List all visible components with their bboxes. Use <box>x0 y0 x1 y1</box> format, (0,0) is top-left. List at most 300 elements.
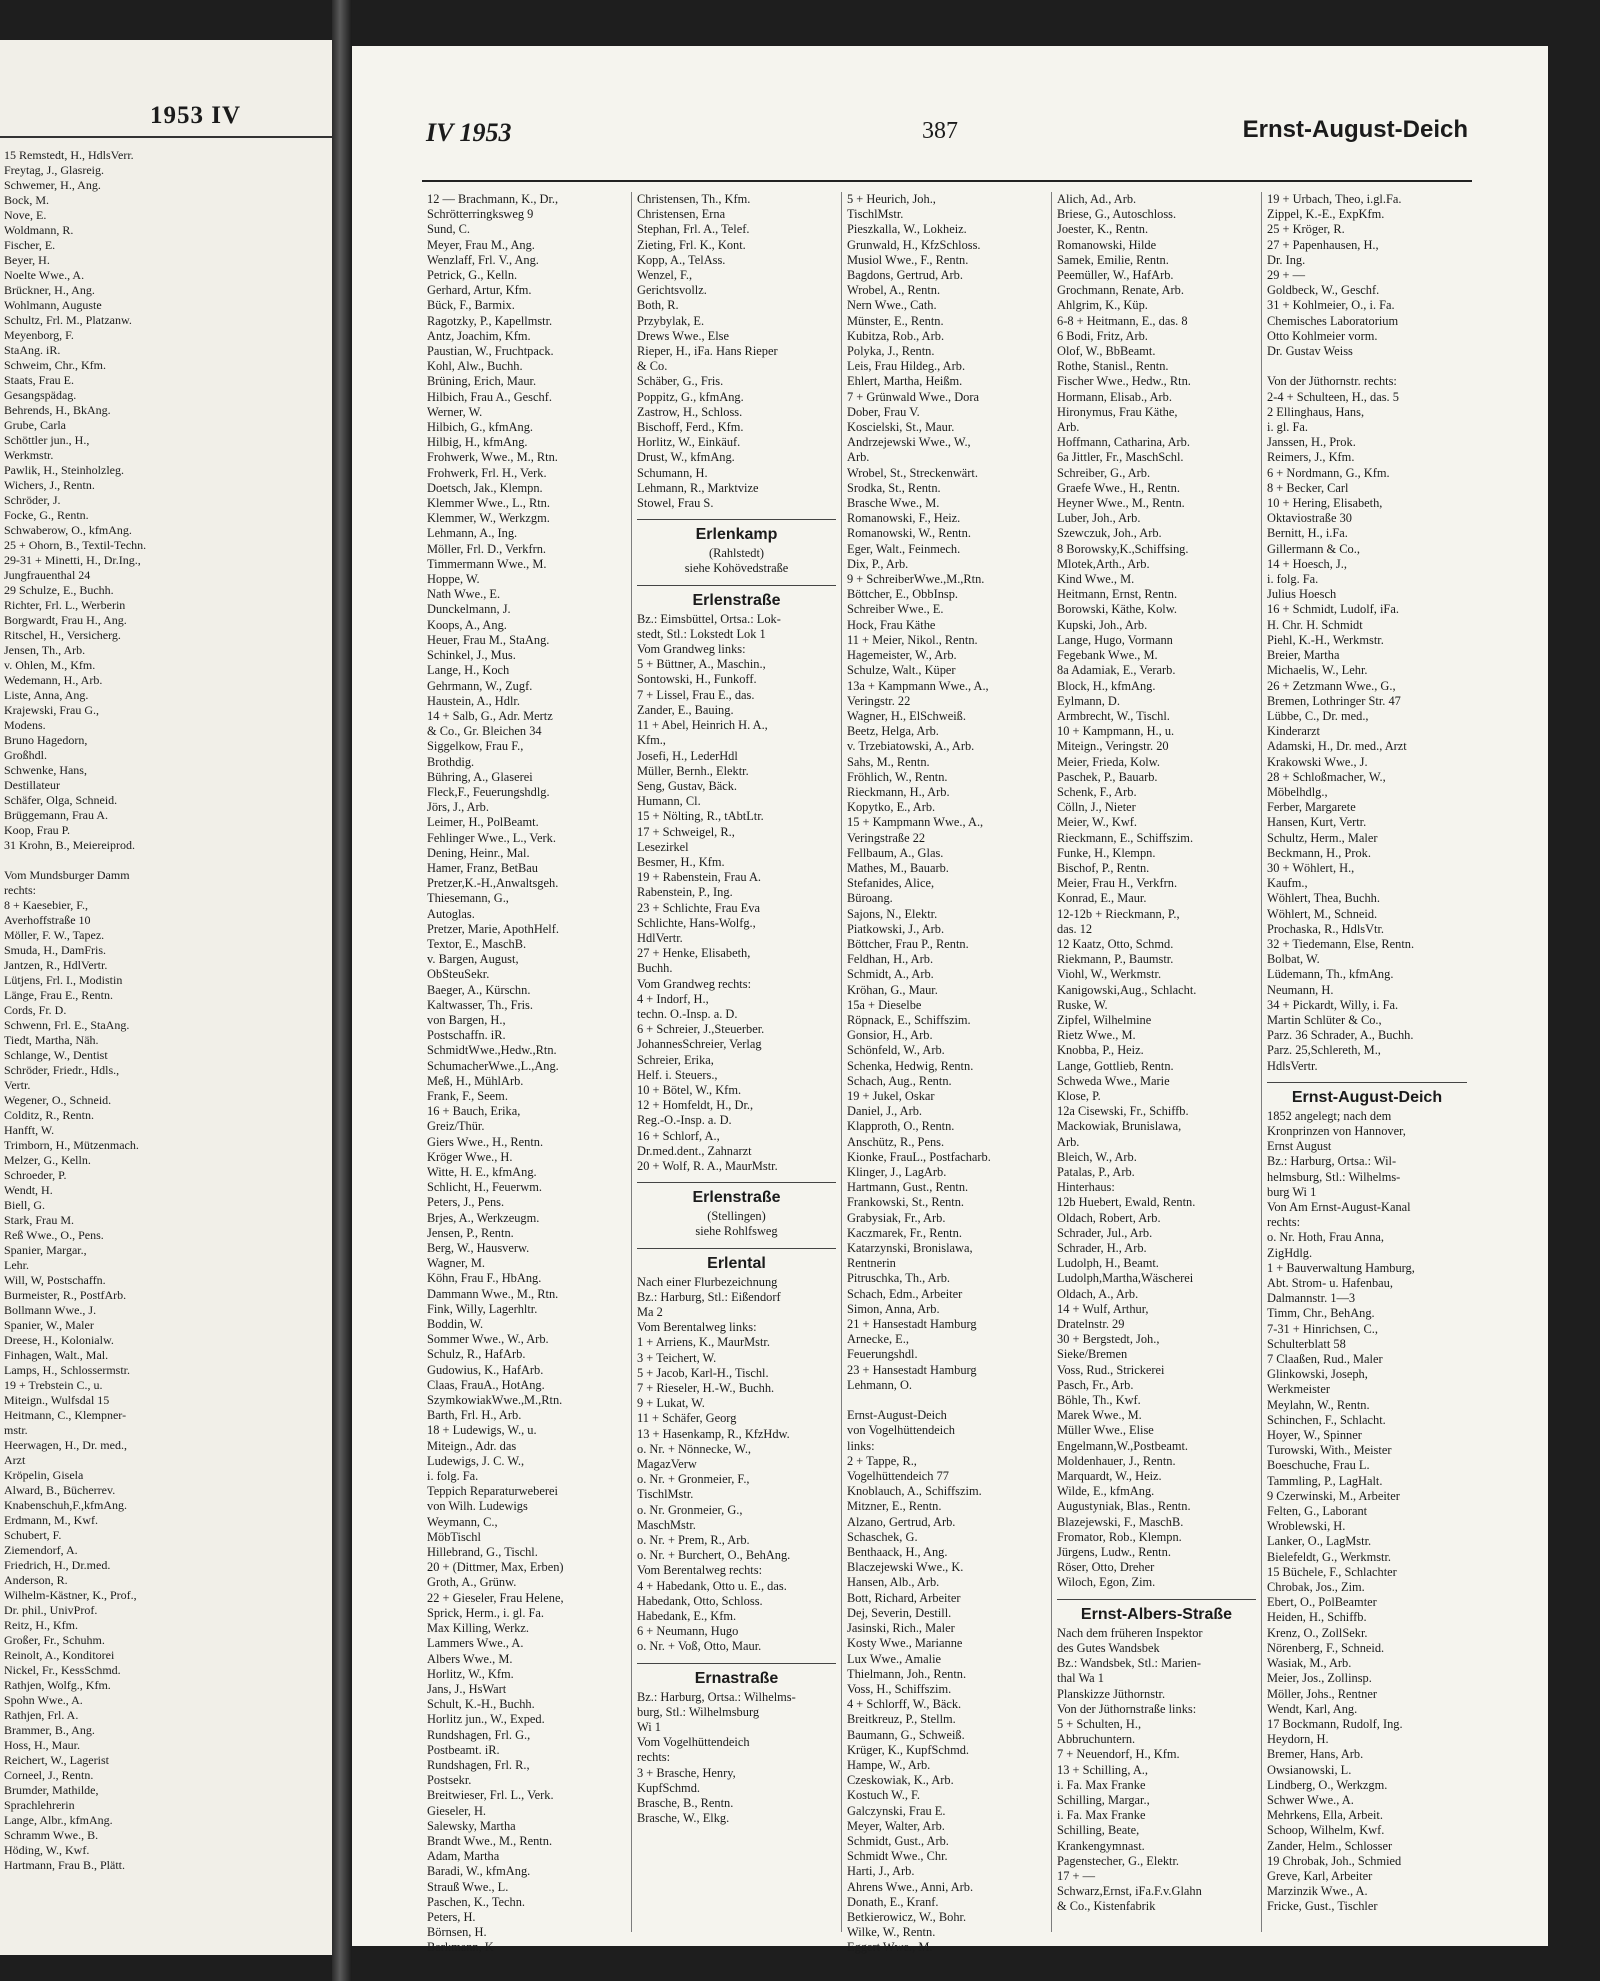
directory-entry: Armbrecht, W., Tischl. <box>1057 708 1170 723</box>
directory-entry: 13a + Kampmann Wwe., A., <box>847 678 989 693</box>
directory-entry: Möller, Johs., Rentner <box>1267 1686 1377 1701</box>
directory-entry: 11 + Schäfer, Georg <box>637 1411 737 1426</box>
directory-entry: Pieszkalla, W., Lokheiz. <box>847 222 967 237</box>
directory-entry: links: <box>847 1438 875 1453</box>
page-header <box>352 112 1548 148</box>
directory-entry: 12-12b + Rieckmann, P., <box>1057 906 1180 921</box>
directory-entry: Greiz/Thür. <box>427 1119 485 1134</box>
directory-entry: Heitmann, Ernst, Rentn. <box>1057 587 1178 602</box>
directory-entry: Von der Jüthornstr. rechts: <box>1267 374 1397 389</box>
directory-entry: Kohl, Alw., Buchh. <box>427 359 523 374</box>
directory-entry: Rothe, Stanisl., Rentn. <box>1057 359 1169 374</box>
directory-entry: Wasiak, M., Arb. <box>1267 1656 1352 1671</box>
directory-entry: Rathjen, Frl. A. <box>4 1708 79 1722</box>
directory-entry: Schulterblatt 58 <box>1267 1336 1346 1351</box>
directory-entry: Hironymus, Frau Käthe, <box>1057 404 1178 419</box>
directory-entry: 7 + Grünwald Wwe., Dora <box>847 389 980 404</box>
column-3 <box>842 192 1052 1955</box>
directory-entry: Bleich, W., Arb. <box>1057 1149 1137 1164</box>
directory-entry: Schrader, Jul., Arb. <box>1057 1225 1153 1240</box>
directory-entry: Freytag, J., Glasreig. <box>4 163 104 177</box>
directory-entry: Brückner, H., Ang. <box>4 283 95 297</box>
directory-entry: 4 + Indorf, H., <box>637 991 709 1006</box>
directory-entry: H. Chr. H. Schmidt <box>1267 617 1363 632</box>
directory-entry: rechts: <box>637 1750 671 1765</box>
directory-entry: Corneel, J., Rentn. <box>4 1768 94 1782</box>
directory-entry: Czeskowiak, K., Arb. <box>847 1773 954 1788</box>
directory-entry: Tammling, P., LagHalt. <box>1267 1473 1383 1488</box>
book-gutter <box>332 0 352 1981</box>
directory-entry: Sieke/Bremen <box>1057 1347 1128 1362</box>
directory-entry: Hock, Frau Käthe <box>847 617 936 632</box>
directory-entry: Gerichtsvollz. <box>637 283 707 298</box>
directory-entry: Jans, J., HsWart <box>427 1681 507 1696</box>
directory-entry: Spanier, W., Maler <box>4 1318 94 1332</box>
directory-entry: Otto Kohlmeier vorm. <box>1267 328 1378 343</box>
directory-entry: Rundshagen, Frl. R., <box>427 1757 530 1772</box>
directory-entry: Jasinski, Rich., Maler <box>847 1621 955 1636</box>
directory-entry: v. Trzebiatowski, A., Arb. <box>847 739 975 754</box>
directory-entry: Konrad, E., Maur. <box>1057 891 1147 906</box>
column-1 <box>422 192 632 1955</box>
directory-entry: Meier, Frieda, Kolw. <box>1057 754 1160 769</box>
left-header-rule <box>0 136 332 138</box>
directory-entry: Wenzlaff, Frl. V., Ang. <box>427 252 539 267</box>
directory-entry: Röpnack, E., Schiffszim. <box>847 1012 971 1027</box>
directory-entry: Stefanides, Alice, <box>847 876 935 891</box>
directory-entry: Brandt Wwe., M., Rentn. <box>427 1833 553 1848</box>
directory-entry: Schenka, Hedwig, Rentn. <box>847 1058 974 1073</box>
directory-entry: des Gutes Wandsbek <box>1057 1640 1160 1655</box>
directory-entry: Thiesemann, G., <box>427 891 509 906</box>
directory-entry: Klapproth, O., Rentn. <box>847 1119 955 1134</box>
directory-entry: Von Am Ernst-August-Kanal <box>1267 1200 1411 1214</box>
directory-entry: Hansen, Alb., Arb. <box>847 1575 940 1590</box>
directory-entry: Ehlert, Martha, Heißm. <box>847 374 963 389</box>
directory-entry: Ferber, Margarete <box>1267 800 1356 815</box>
directory-entry: Parz. 36 Schrader, A., Buchh. <box>1267 1028 1414 1043</box>
column-2 <box>632 192 842 1932</box>
directory-entry: Schönfeld, W., Arb. <box>847 1043 945 1058</box>
directory-entry: thal Wa 1 <box>1057 1671 1104 1686</box>
directory-entry: Vom Grandweg rechts: <box>637 976 752 991</box>
directory-entry: Krüger, K., KupfSchmd. <box>847 1742 970 1757</box>
directory-entry: Wohlmann, Auguste <box>4 298 102 312</box>
directory-entry: Hilbich, Frau A., Geschf. <box>427 389 552 404</box>
directory-entry: Sajons, N., Elektr. <box>847 906 938 921</box>
directory-entry: Börnsen, H. <box>427 1925 487 1940</box>
directory-entry: rechts: <box>4 883 36 897</box>
directory-entry: Erdmann, M., Kwf. <box>4 1513 98 1527</box>
directory-entry: Jensen, P., Rentn. <box>427 1225 514 1240</box>
directory-entry: 31 Krohn, B., Meiereiprod. <box>4 838 135 852</box>
directory-entry: Arb. <box>847 450 870 465</box>
directory-entry: rechts: <box>1267 1215 1301 1230</box>
directory-entry: Schröder, J. <box>4 493 61 507</box>
directory-entry: i. folg. Fa. <box>427 1469 479 1484</box>
directory-entry: 20 + Wolf, R. A., MaurMstr. <box>637 1158 778 1173</box>
directory-entry: Möller, Frl. D., Verkfrn. <box>427 541 547 556</box>
directory-entry: Kröpelin, Gisela <box>4 1468 84 1482</box>
directory-entry: Daniel, J., Arb. <box>847 1104 923 1119</box>
directory-entry: 17 + — <box>1057 1868 1095 1883</box>
directory-entry: 9 Czerwinski, M., Arbeiter <box>1267 1488 1400 1503</box>
directory-entry: Musiol Wwe., F., Rentn. <box>847 252 969 267</box>
directory-entry: Planskizze Jüthornstr. <box>1057 1686 1166 1701</box>
directory-entry: Kubitza, Rob., Arb. <box>847 328 945 343</box>
directory-entry: o. Nr. + Burchert, O., BehAng. <box>637 1548 791 1563</box>
directory-entry: 15a + Dieselbe <box>847 997 922 1012</box>
directory-entry: Stephan, Frl. A., Telef. <box>637 222 750 237</box>
directory-entry: Dalmannstr. 1—3 <box>1267 1291 1356 1306</box>
directory-entry: Wöhlert, M., Schneid. <box>1267 906 1378 921</box>
directory-entry: Schilling, Beate, <box>1057 1823 1140 1838</box>
directory-entry: 6a Jittler, Fr., MaschSchl. <box>1057 450 1184 465</box>
directory-entry: Postschaffn. iR. <box>427 1028 506 1043</box>
directory-entry: Peters, J., Pens. <box>427 1195 505 1210</box>
directory-entry: Jörs, J., Arb. <box>427 800 489 815</box>
directory-entry: 7-31 + Hinrichsen, C., <box>1267 1321 1378 1336</box>
directory-entry: Heyner Wwe., M., Rentn. <box>1057 496 1185 511</box>
directory-entry: Trimborn, H., Mützenmach. <box>4 1138 139 1152</box>
left-page-lines <box>4 148 324 1873</box>
directory-entry: Sommer Wwe., W., Arb. <box>427 1332 549 1347</box>
directory-entry: Baradi, W., kfmAng. <box>427 1864 531 1879</box>
directory-entry: 19 + Trebstein C., u. <box>4 1378 103 1392</box>
directory-entry: 6 + Neumann, Hugo <box>637 1624 739 1639</box>
directory-entry: Eger, Walt., Feinmech. <box>847 541 961 556</box>
directory-entry: Fromator, Rob., Klempn. <box>1057 1529 1182 1544</box>
directory-entry: Rundshagen, Frl. G., <box>427 1727 531 1742</box>
directory-entry: Kaltwasser, Th., Fris. <box>427 997 533 1012</box>
directory-entry: Piehl, K.-H., Werkmstr. <box>1267 632 1384 647</box>
directory-entry: i. Fa. Max Franke <box>1057 1777 1146 1792</box>
directory-entry: Simon, Anna, Arb. <box>847 1301 940 1316</box>
directory-entry: Zastrow, H., Schloss. <box>637 404 743 419</box>
directory-entry: 11 + Meier, Nikol., Rentn. <box>847 632 978 647</box>
directory-entry: & Co., Kistenfabrik <box>1057 1899 1156 1914</box>
directory-entry: Chemisches Laboratorium <box>1267 313 1399 328</box>
directory-entry: HdlVertr. <box>637 930 683 945</box>
directory-entry: Frohwerk, Frl. H., Verk. <box>427 465 547 480</box>
directory-entry: 6 + Schreier, J.,Steuerber. <box>637 1022 765 1037</box>
directory-entry: Ahrens Wwe., Anni, Arb. <box>847 1879 974 1894</box>
directory-entry: Brüning, Erich, Maur. <box>427 374 537 389</box>
directory-entry: Jensen, Th., Arb. <box>4 643 86 657</box>
directory-entry: o. Nr. Gronmeier, G., <box>637 1502 743 1517</box>
directory-entry: Heiden, H., Schiffb. <box>1267 1610 1367 1625</box>
directory-entry: Bolbat, W. <box>1267 952 1320 967</box>
directory-entry: Nove, E. <box>4 208 47 222</box>
directory-entry: Grube, Carla <box>4 418 66 432</box>
directory-entry: Beyer, H. <box>4 253 50 267</box>
directory-entry: Reß Wwe., O., Pens. <box>4 1228 104 1242</box>
directory-entry: Dober, Frau V. <box>847 404 920 419</box>
directory-entry: Arzt <box>4 1453 26 1467</box>
directory-entry: Dr. Ing. <box>1267 252 1306 267</box>
directory-entry: 12 — Brachmann, K., Dr., <box>427 192 559 206</box>
directory-entry: Felten, G., Laborant <box>1267 1504 1368 1519</box>
directory-entry: Jungfrauenthal 24 <box>4 568 91 582</box>
directory-entry: HdlsVertr. <box>1267 1058 1318 1073</box>
directory-entry: Veringstraße 22 <box>847 830 926 845</box>
directory-entry: 22 + Gieseler, Frau Helene, <box>427 1590 564 1605</box>
directory-entry: 1 + Bauverwaltung Hamburg, <box>1267 1260 1415 1275</box>
directory-entry: Meylahn, W., Rentn. <box>1267 1397 1370 1412</box>
directory-entry: Leimer, H., PolBeamt. <box>427 815 539 830</box>
directory-entry: Viohl, W., Werkmstr. <box>1057 967 1162 982</box>
directory-entry: ZigHdlg. <box>1267 1245 1313 1260</box>
directory-entry: Wagner, M. <box>427 1256 486 1271</box>
directory-entry: Schmidt, Gust., Arb. <box>847 1833 949 1848</box>
directory-entry: Groth, A., Grünw. <box>427 1575 517 1590</box>
directory-entry: Schubert, F. <box>4 1528 62 1542</box>
directory-entry: Friedrich, H., Dr.med. <box>4 1558 111 1572</box>
directory-entry: Postbeamt. iR. <box>427 1742 500 1757</box>
directory-entry: Dix, P., Arb. <box>847 556 909 571</box>
directory-entry: Ludolph, H., Beamt. <box>1057 1256 1159 1271</box>
directory-entry: i. Fa. Max Franke <box>1057 1808 1146 1823</box>
directory-entry: Luber, Joh., Arb. <box>1057 511 1141 526</box>
directory-entry: von Vogelhüttendeich <box>847 1423 955 1438</box>
directory-entry: Werner, W. <box>427 404 483 419</box>
directory-entry: Heydorn, H. <box>1267 1732 1329 1747</box>
directory-entry: Przybylak, E. <box>637 313 705 328</box>
directory-entry: Wegener, O., Schneid. <box>4 1093 112 1107</box>
directory-entry: Melzer, G., Kelln. <box>4 1153 91 1167</box>
directory-entry: MöbTischl <box>427 1529 481 1544</box>
directory-entry: 34 + Pickardt, Willy, i. Fa. <box>1267 997 1399 1012</box>
directory-entry: Lehmann, A., Ing. <box>427 526 518 541</box>
directory-entry: 19 + Jukel, Oskar <box>847 1088 935 1103</box>
directory-entry: Vom Berentalweg rechts: <box>637 1563 763 1578</box>
directory-entry: Großhdl. <box>4 748 47 762</box>
directory-entry: Schultz, Herm., Maler <box>1267 830 1378 845</box>
directory-entry: burg, Stl.: Wilhelmsburg <box>637 1704 760 1719</box>
directory-entry: von Wilh. Ludewigs <box>427 1499 528 1514</box>
directory-entry: Pretzer,K.-H.,Anwaltsgeh. <box>427 876 559 891</box>
directory-entry: Paschen, K., Techn. <box>427 1894 526 1909</box>
directory-entry: 15 Remstedt, H., HdlsVerr. <box>4 148 134 162</box>
directory-entry: Abt. Strom- u. Hafenbau, <box>1267 1276 1393 1291</box>
directory-entry: Blaczejewski Wwe., K. <box>847 1560 964 1575</box>
directory-entry: Katarzynski, Bronislawa, <box>847 1241 973 1256</box>
directory-entry: Fröhlich, W., Rentn. <box>847 769 948 784</box>
directory-entry: Gieseler, H. <box>427 1803 487 1818</box>
directory-entry: Gonsior, H., Arb. <box>847 1028 933 1043</box>
directory-entry: Behrends, H., BkAng. <box>4 403 111 417</box>
directory-entry: 27 + Henke, Elisabeth, <box>637 946 751 961</box>
directory-entry: Christensen, Erna <box>637 207 726 222</box>
directory-entry: 25 + Ohorn, B., Textil-Techn. <box>4 538 147 552</box>
directory-entry: & Co., Gr. Bleichen 34 <box>427 724 542 739</box>
directory-entry: Brasche, B., Rentn. <box>637 1796 734 1811</box>
directory-entry: Schwer Wwe., A. <box>1267 1792 1354 1807</box>
directory-entry: Paschek, P., Bauarb. <box>1057 769 1158 784</box>
directory-entry: Gillermann & Co., <box>1267 541 1360 556</box>
street-heading: Erlenstraße <box>637 585 836 612</box>
directory-entry: Gesangspädag. <box>4 388 77 402</box>
directory-entry: Weymann, C., <box>427 1514 498 1529</box>
directory-entry: Christensen, Th., Kfm. <box>637 192 751 206</box>
street-note: (Rahlstedt) <box>708 546 765 561</box>
directory-entry: Reitz, H., Kfm. <box>4 1618 78 1632</box>
directory-entry: 12a Cisewski, Fr., Schiffb. <box>1057 1104 1189 1119</box>
directory-entry: Bollmann Wwe., J. <box>4 1303 97 1317</box>
directory-entry: Werkmstr. <box>4 448 54 462</box>
directory-entry: Staats, Frau E. <box>4 373 74 387</box>
directory-entry: 15 Büchele, F., Schlachter <box>1267 1564 1397 1579</box>
directory-entry: 14 + Hoesch, J., <box>1267 556 1347 571</box>
directory-entry: Schrader, H., Arb. <box>1057 1241 1147 1256</box>
directory-entry: Kröhan, G., Maur. <box>847 982 938 997</box>
directory-entry: Von der Jüthornstraße links: <box>1057 1701 1197 1716</box>
directory-entry: Patalas, P., Arb. <box>1057 1165 1135 1179</box>
directory-entry: Fehlinger Wwe., L., Verk. <box>427 830 556 845</box>
directory-entry: Schlicht, H., Feuerwm. <box>427 1180 542 1195</box>
directory-entry: Zippel, K.-E., ExpKfm. <box>1267 207 1385 222</box>
directory-entry: Heitmann, C., Klempner- <box>4 1408 127 1422</box>
directory-entry: 13 + Schilling, A., <box>1057 1762 1148 1777</box>
directory-entry: 13 + Hasenkamp, R., KfzHdw. <box>637 1426 790 1441</box>
directory-entry: Rabenstein, P., Ing. <box>637 885 733 900</box>
directory-entry: 8 Borowsky,K.,Schiffsing. <box>1057 541 1189 556</box>
directory-entry: i. gl. Fa. <box>1267 420 1308 435</box>
directory-entry: Drews Wwe., Else <box>637 328 729 343</box>
directory-entry: Koscielski, St., Maur. <box>847 420 955 435</box>
directory-entry: Möller, F. W., Tapez. <box>4 928 105 942</box>
directory-entry: Habedank, E., Kfm. <box>637 1609 737 1624</box>
directory-entry: Schwenke, Hans, <box>4 763 87 777</box>
directory-entry: Kosty Wwe., Marianne <box>847 1636 963 1651</box>
directory-entry: Cölln, J., Nieter <box>1057 800 1136 815</box>
directory-entry: Gerhard, Artur, Kfm. <box>427 283 532 298</box>
directory-entry: Textor, E., MaschB. <box>427 936 527 951</box>
directory-entry: Wrobel, A., Rentn. <box>847 283 941 298</box>
directory-entry: Schweda Wwe., Marie <box>1057 1073 1170 1088</box>
directory-entry: Spohn Wwe., A. <box>4 1693 83 1707</box>
directory-entry: Hoffmann, Catharina, Arb. <box>1057 435 1190 450</box>
directory-entry: von Bargen, H., <box>427 1012 506 1027</box>
directory-entry: Fink, Willy, Lagerhltr. <box>427 1301 538 1316</box>
directory-entry: o. Nr. + Voß, Otto, Maur. <box>637 1639 762 1654</box>
directory-entry: Jürgens, Ludw., Rentn. <box>1057 1545 1171 1560</box>
directory-entry: Vertr. <box>4 1078 31 1092</box>
directory-entry: 10 + Hering, Elisabeth, <box>1267 496 1383 511</box>
directory-entry: Helf. i. Steuers., <box>637 1067 718 1082</box>
directory-entry: o. Nr. Hoth, Frau Anna, <box>1267 1230 1385 1245</box>
directory-entry: Wöhlert, Thea, Buchh. <box>1267 891 1380 906</box>
directory-entry: Dening, Heinr., Mal. <box>427 845 530 860</box>
directory-entry: 6 Bodi, Fritz, Arb. <box>1057 328 1148 343</box>
directory-entry: Schmidt, A., Arb. <box>847 967 934 982</box>
directory-entry: Antz, Joachim, Kfm. <box>427 328 531 343</box>
directory-entry: Länge, Frau E., Rentn. <box>4 988 113 1002</box>
directory-entry: Reichert, W., Lagerist <box>4 1753 109 1767</box>
directory-entry: 9 + SchreiberWwe.,M.,Rtn. <box>847 572 985 587</box>
directory-entry: 3 + Brasche, Henry, <box>637 1765 736 1780</box>
directory-entry: Wroblewski, H. <box>1267 1519 1346 1534</box>
directory-entry: Focke, G., Rentn. <box>4 508 89 522</box>
directory-entry: Arb. <box>1057 1134 1080 1149</box>
directory-entry: Dr. Gustav Weiss <box>1267 344 1353 359</box>
directory-entry: Miteign., Veringstr. 20 <box>1057 739 1169 754</box>
directory-entry: Lehmann, O. <box>847 1377 913 1392</box>
directory-entry: 7 + Rieseler, H.-W., Buchh. <box>637 1381 775 1396</box>
street-note: (Stellingen) <box>707 1209 766 1224</box>
directory-entry: 2 Ellinghaus, Hans, <box>1267 404 1365 419</box>
directory-entry: Briese, G., Autoschloss. <box>1057 207 1177 222</box>
directory-entry: Klose, P. <box>1057 1088 1101 1103</box>
directory-entry: Baumann, G., Schweiß. <box>847 1727 965 1742</box>
directory-entry: 5 + Jacob, Karl-H., Tischl. <box>637 1365 769 1380</box>
directory-entry: Strauß Wwe., L. <box>427 1879 509 1894</box>
directory-entry: Schröder, Friedr., Hdls., <box>4 1063 120 1077</box>
directory-entry <box>4 853 324 868</box>
directory-entry: Stowel, Frau S. <box>637 496 714 511</box>
directory-entry: Bielefeldt, G., Werkmstr. <box>1267 1549 1392 1564</box>
directory-entry: Bernitt, H., i.Fa. <box>1267 526 1348 541</box>
directory-entry: Miteign., Wulfsdal 15 <box>4 1393 110 1407</box>
directory-entry: 12 + Homfeldt, H., Dr., <box>637 1098 754 1113</box>
right-page <box>352 46 1548 1955</box>
directory-entry: Frohwerk, Wwe., M., Rtn. <box>427 450 558 465</box>
directory-entry: Sprick, Herm., i. gl. Fa. <box>427 1605 545 1620</box>
directory-entry: Bruno Hagedorn, <box>4 733 88 747</box>
directory-entry: Lux Wwe., Amalie <box>847 1651 942 1666</box>
directory-entry: Spanier, Margar., <box>4 1243 87 1257</box>
directory-entry: das. 12 <box>1057 921 1093 936</box>
directory-entry: 11 + Abel, Heinrich H. A., <box>637 718 768 733</box>
directory-entry: Horlitz jun., W., Exped. <box>427 1712 545 1727</box>
directory-entry: Reg.-O.-Insp. a. D. <box>637 1113 732 1128</box>
directory-entry: Kfm., <box>637 733 666 748</box>
directory-entry: 30 + Bergstedt, Joh., <box>1057 1332 1160 1347</box>
directory-entry: Dammann Wwe., M., Rtn. <box>427 1286 559 1301</box>
directory-entry: Sontowski, H., Funkoff. <box>637 672 757 687</box>
directory-entry: Alward, B., Bücherrev. <box>4 1483 116 1497</box>
directory-entry: Arnecke, E., <box>847 1332 909 1347</box>
directory-entry: Hansen, Kurt, Vertr. <box>1267 815 1367 830</box>
directory-entry: 29 Schulze, E., Buchh. <box>4 583 114 597</box>
directory-entry: Doetsch, Jak., Klempn. <box>427 480 543 495</box>
directory-entry: Romanowski, Hilde <box>1057 237 1157 252</box>
directory-entry: Klemmer Wwe., L., Rtn. <box>427 496 550 511</box>
directory-entry: Werkmeister <box>1267 1382 1330 1397</box>
directory-entry: 10 + Bötel, W., Kfm. <box>637 1082 742 1097</box>
directory-entry: Krenz, O., ZollSekr. <box>1267 1625 1368 1640</box>
directory-entry: Schweim, Chr., Kfm. <box>4 358 106 372</box>
directory-entry: Eylmann, D. <box>1057 693 1120 708</box>
directory-entry: Hormann, Elisab., Arb. <box>1057 389 1172 404</box>
directory-entry: 7 + Lissel, Frau E., das. <box>637 687 755 702</box>
directory-entry: Bott, Richard, Arbeiter <box>847 1590 961 1605</box>
directory-entry: & Co. <box>637 359 668 374</box>
directory-entry: Gudowius, K., HafArb. <box>427 1362 544 1377</box>
directory-entry: 4 + Schlorff, W., Bäck. <box>847 1697 962 1712</box>
directory-entry: Petrick, G., Kelln. <box>427 268 518 283</box>
directory-entry: Stark, Frau M. <box>4 1213 74 1227</box>
directory-entry: Koops, A., Ang. <box>427 617 507 632</box>
directory-entry: Schenk, F., Arb. <box>1057 784 1137 799</box>
directory-entry: Bremen, Lothringer Str. 47 <box>1267 693 1401 708</box>
directory-entry: Böttcher, E., ObbInsp. <box>847 587 959 602</box>
directory-entry: Krankengymnast. <box>1057 1838 1145 1853</box>
directory-entry: 14 + Wulf, Arthur, <box>1057 1301 1149 1316</box>
directory-entry: Gehrmann, W., Zugf. <box>427 678 533 693</box>
directory-entry: Alich, Ad., Arb. <box>1057 192 1137 206</box>
directory-entry: Schreiber Wwe., E. <box>847 602 944 617</box>
